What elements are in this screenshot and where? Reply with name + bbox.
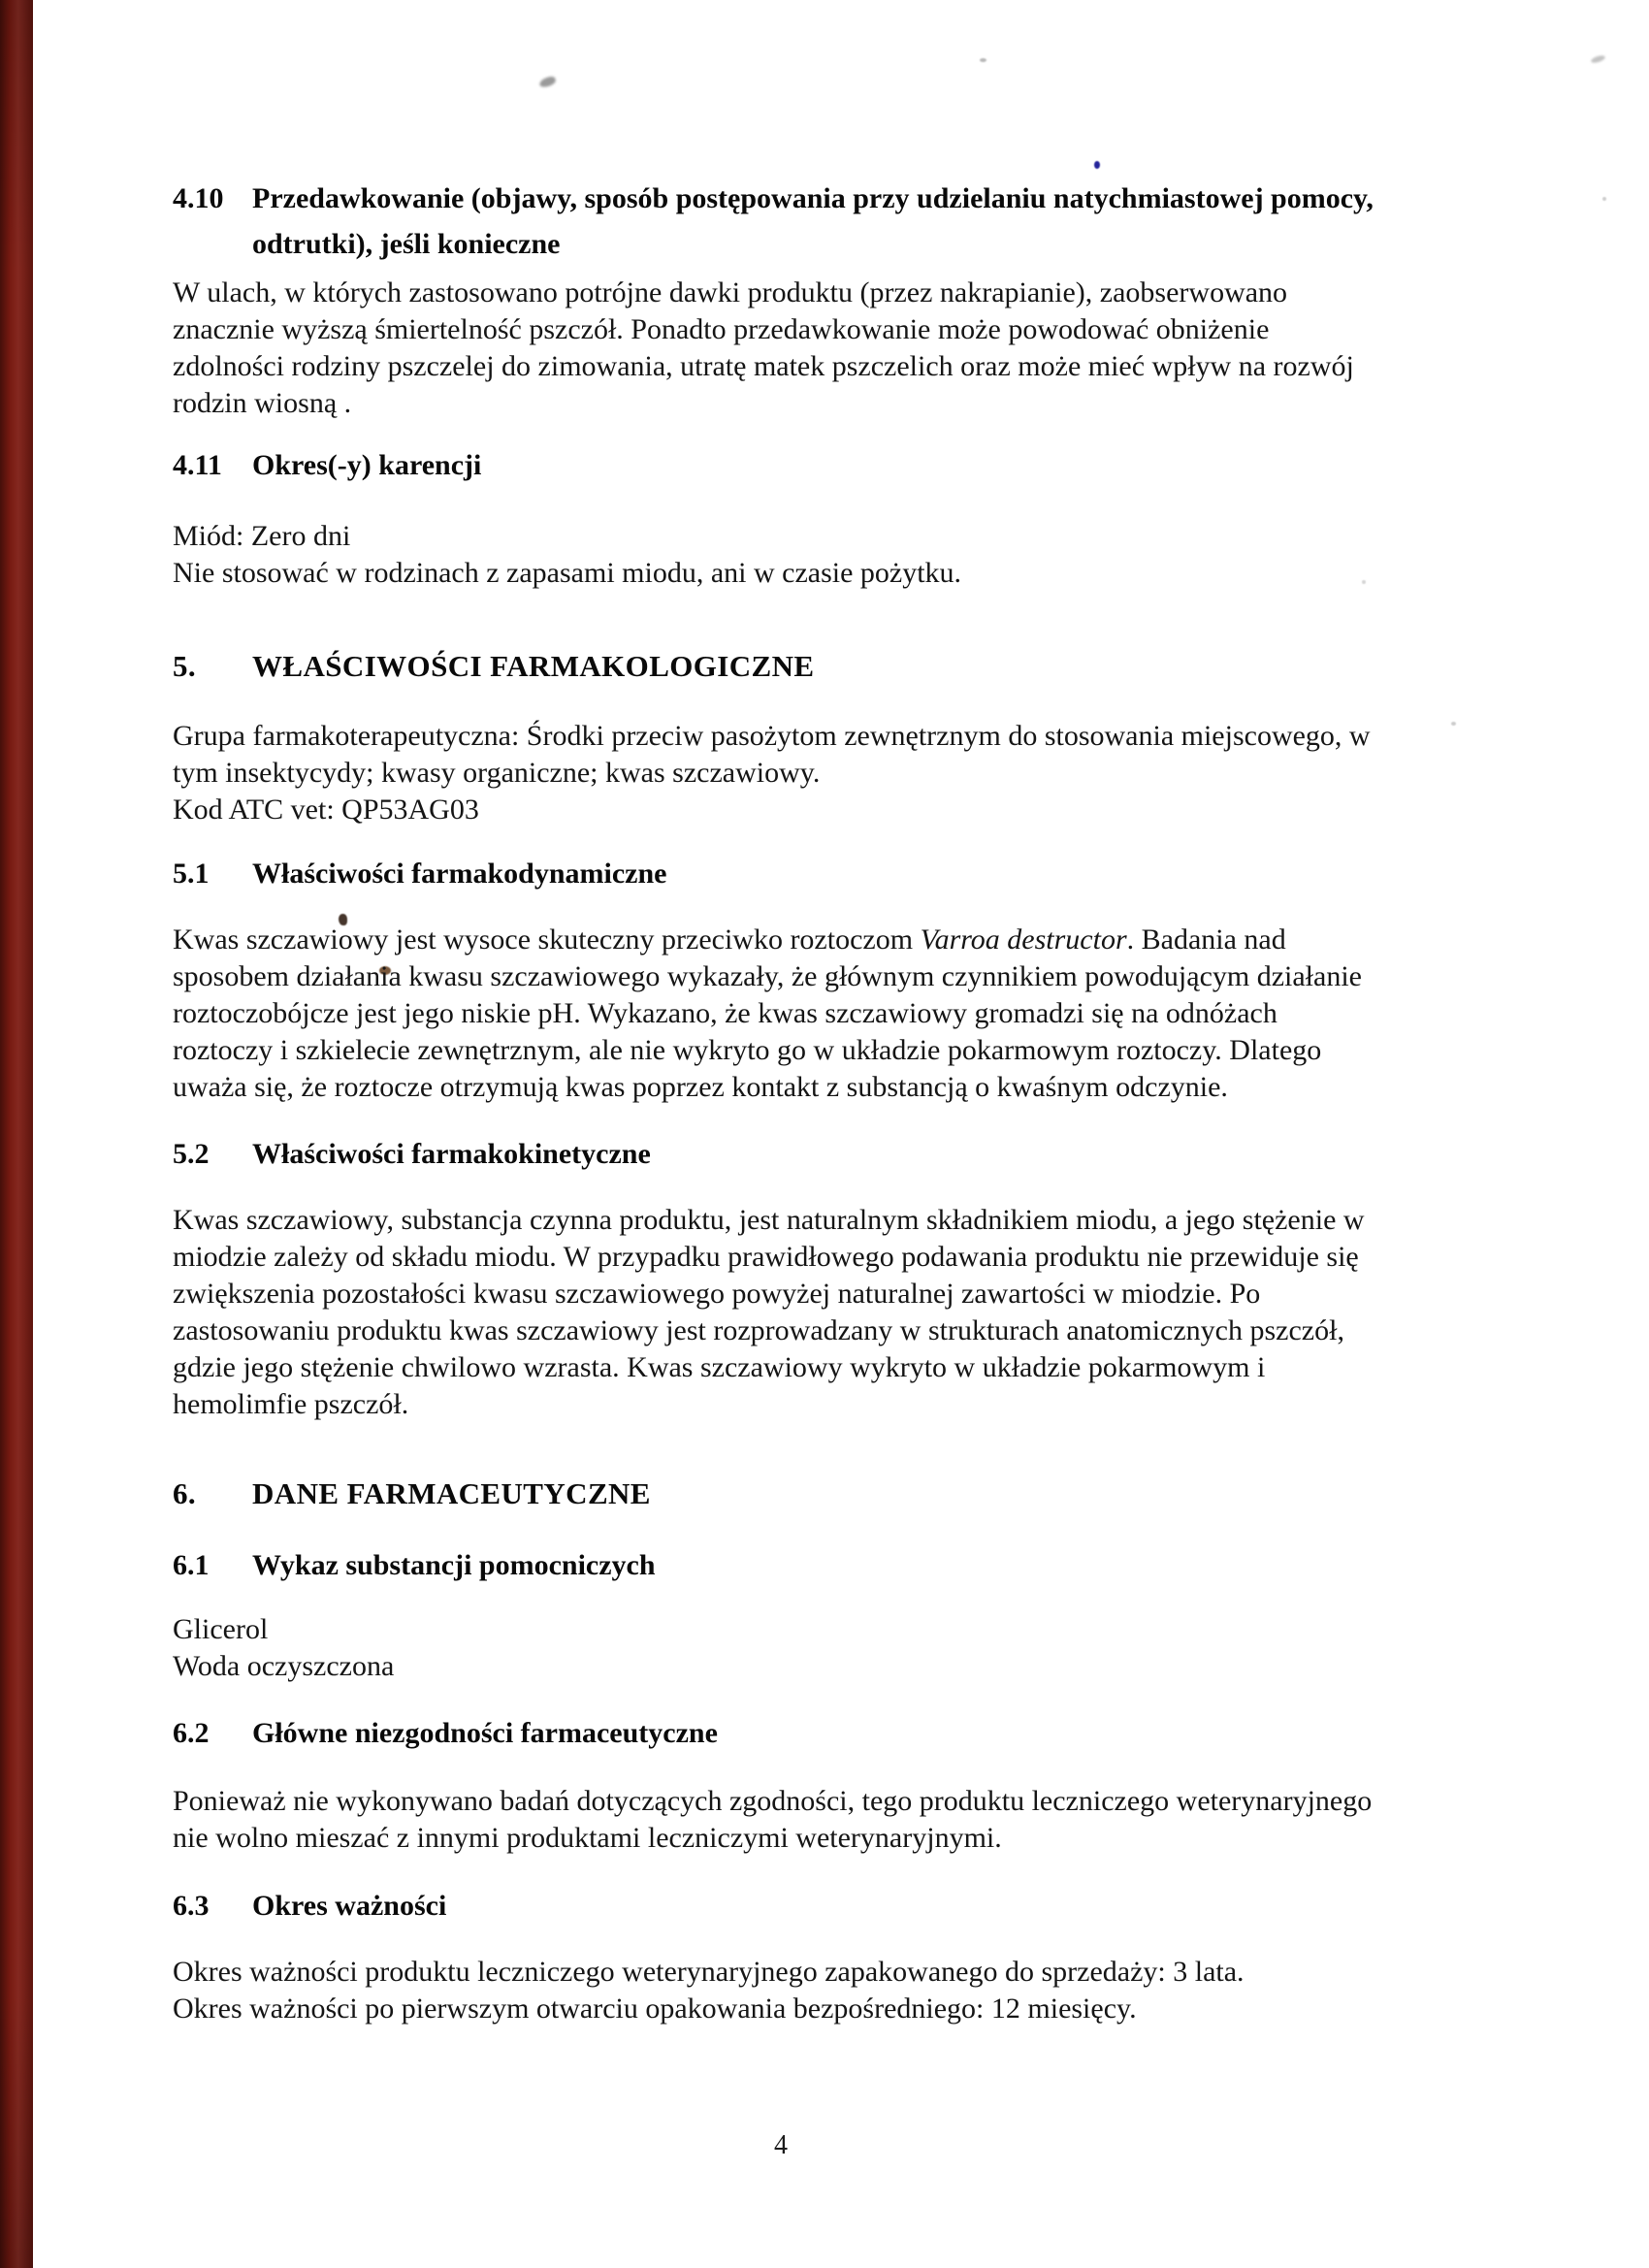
- scan-speck: [1590, 54, 1605, 64]
- heading-4-10-overdose: [173, 176, 1492, 267]
- heading-6-pharmaceutical-data: [173, 1471, 1492, 1516]
- page-number: 4: [774, 2130, 788, 2160]
- heading-6-3-shelf-life: [173, 1883, 1492, 1928]
- paragraph-overdose: W ulach, w których zastosowano potrójne dawki produktu (przez nakrapianie), zaobserwowano znacznie wyższą śmiertelność pszczół. Ponadto przedawkowanie może powodować obniżenie zdolności rodziny pszczelej do zimowania, utratę matek pszczelich oraz może mieć wpływ na rozwój rodzin wiosną .: [173, 276, 1354, 419]
- paragraph-pharmacodynamics: Kwas szczawiowy jest wysoce skuteczny przeciwko roztoczom Varroa destructor. Badania nad sposobem działania kwasu szczawiowego wykazały, że głównym czynnikiem powodującym działanie roztoczobójcze jest jego niskie pH. Wykazano, że kwas szczawiowy gromadzi się na odnóżach roztoczy i szkielecie zewnętrznym, ale nie wykryto go w układzie pokarmowym roztoczy. Dlatego uważa się, że roztocze otrzymują kwas poprzez kontakt z substancją o kwaśnym odczynie.: [173, 923, 1362, 1103]
- heading-number: 4.10: [173, 182, 224, 214]
- heading-title: DANE FARMACEUTYCZNE: [252, 1476, 651, 1510]
- heading-title: Główne niezgodności farmaceutyczne: [252, 1717, 718, 1749]
- heading-number: 5.: [173, 649, 197, 683]
- heading-number: 4.11: [173, 449, 222, 481]
- heading-number: 6.: [173, 1476, 197, 1510]
- heading-5-1-pharmacodynamics: [173, 851, 1492, 896]
- heading-title: Okres ważności: [252, 1890, 447, 1922]
- paragraph-withdrawal: Miód: Zero dni Nie stosować w rodzinach z zapasami miodu, ani w czasie pożytku.: [173, 520, 962, 589]
- heading-number: 6.2: [173, 1717, 210, 1749]
- scan-speck: [1602, 197, 1606, 201]
- paragraph-excipients: Glicerol Woda oczyszczona: [173, 1613, 395, 1682]
- heading-6-2-incompatibilities: [173, 1710, 1492, 1756]
- heading-title: Właściwości farmakokinetyczne: [252, 1138, 651, 1170]
- paragraph-incompatibilities: Ponieważ nie wykonywano badań dotyczących zgodności, tego produktu leczniczego weterynaryjnego nie wolno mieszać z innymi produktami leczniczymi weterynaryjnymi.: [173, 1785, 1373, 1854]
- heading-title: Wykaz substancji pomocniczych: [252, 1549, 656, 1581]
- heading-title: WŁAŚCIWOŚCI FARMAKOLOGICZNE: [252, 649, 815, 683]
- scan-ink-dot: [1094, 161, 1100, 169]
- scan-speck: [538, 76, 557, 89]
- heading-number: 6.1: [173, 1549, 210, 1581]
- paragraph-pharmacotherapeutic-group: Grupa farmakoterapeutyczna: Środki przeciw pasożytom zewnętrznym do stosowania miejscowego, w tym insektycydy; kwasy organiczne; kwas szczawiowy. Kod ATC vet: QP53AG03: [173, 720, 1371, 826]
- heading-5-2-pharmacokinetics: [173, 1131, 1492, 1177]
- scan-left-edge-strip: [0, 0, 33, 2268]
- heading-5-pharmacological-properties: [173, 643, 1492, 689]
- heading-number: 5.1: [173, 858, 210, 890]
- heading-6-1-excipients: [173, 1542, 1492, 1588]
- scan-speck: [980, 58, 986, 62]
- heading-title: Przedawkowanie (objawy, sposób postępowania przy udzielaniu natychmiastowej pomocy, odtrutki), jeśli konieczne: [252, 182, 1374, 260]
- heading-number: 6.3: [173, 1890, 210, 1922]
- heading-title: Okres(-y) karencji: [252, 449, 482, 481]
- paragraph-pharmacokinetics: Kwas szczawiowy, substancja czynna produktu, jest naturalnym składnikiem miodu, a jego stężenie w miodzie zależy od składu miodu. W przypadku prawidłowego podawania produktu nie przewiduje się zwiększenia pozostałości kwasu szczawiowego powyżej naturalnej zawartości w miodzie. Po zastosowaniu produktu kwas szczawiowy jest rozprowadzany w strukturach anatomicznych pszczół, gdzie jego stężenie chwilowo wzrasta. Kwas szczawiowy wykryto w układzie pokarmowym i hemolimfie pszczół.: [173, 1204, 1365, 1420]
- heading-title: Właściwości farmakodynamiczne: [252, 858, 667, 890]
- paragraph-shelf-life: Okres ważności produktu leczniczego weterynaryjnego zapakowanego do sprzedaży: 3 lata. Okres ważności po pierwszym otwarciu opakowania bezpośredniego: 12 miesięcy.: [173, 1956, 1245, 2025]
- heading-4-11-withdrawal-period: [173, 442, 1492, 488]
- heading-number: 5.2: [173, 1138, 210, 1170]
